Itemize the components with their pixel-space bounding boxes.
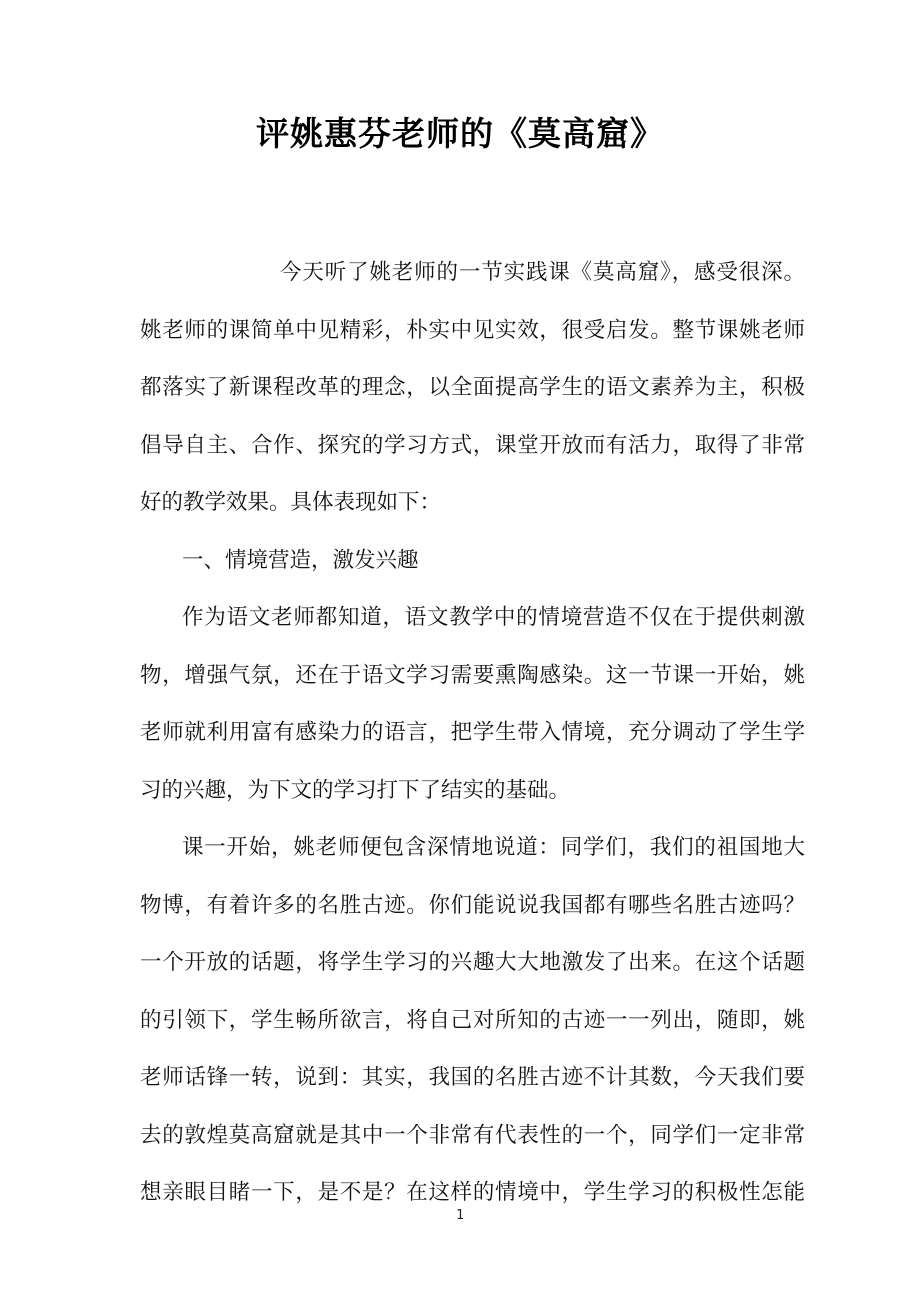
paragraph-line: 都落实了新课程改革的理念，以全面提高学生的语文素养为主，积极 bbox=[140, 375, 805, 400]
paragraph-line: 老师话锋一转，说到：其实，我国的名胜古迹不计其数，今天我们要 bbox=[140, 1065, 805, 1090]
paragraph-line: 作为语文老师都知道，语文教学中的情境营造不仅在于提供刺激 bbox=[182, 605, 805, 630]
paragraph-line: 好的教学效果。具体表现如下： bbox=[140, 490, 442, 515]
paragraph-line: 想亲眼目睹一下，是不是？在这样的情境中，学生学习的积极性怎能 bbox=[140, 1180, 805, 1205]
paragraph-line: 一个开放的话题，将学生学习的兴趣大大地激发了出来。在这个话题 bbox=[140, 950, 805, 975]
paragraph-line: 课一开始，姚老师便包含深情地说道：同学们，我们的祖国地大 bbox=[182, 835, 805, 860]
paragraph-line: 今天听了姚老师的一节实践课《莫高窟》，感受很深。 bbox=[280, 260, 805, 285]
paragraph-line: 习的兴趣，为下文的学习打下了结实的基础。 bbox=[140, 777, 571, 803]
paragraph-line: 的引领下，学生畅所欲言，将自己对所知的古迹一一列出，随即，姚 bbox=[140, 1007, 805, 1033]
paragraph-line: 物，增强气氛，还在于语文学习需要熏陶感染。这一节课一开始，姚 bbox=[140, 662, 805, 688]
document-body bbox=[140, 244, 805, 1222]
section-heading: 一、情境营造，激发兴趣 bbox=[182, 547, 419, 573]
paragraph-line: 老师就利用富有感染力的语言，把学生带入情境，充分调动了学生学 bbox=[140, 720, 805, 745]
paragraph-line: 去的敦煌莫高窟就是其中一个非常有代表性的一个，同学们一定非常 bbox=[140, 1122, 805, 1148]
paragraph-line: 物博，有着许多的名胜古迹。你们能说说我国都有哪些名胜古迹吗？ bbox=[140, 892, 805, 918]
paragraph-line: 姚老师的课简单中见精彩，朴实中见实效，很受启发。整节课姚老师 bbox=[140, 317, 805, 343]
document-title: 评姚惠芬老师的《莫高窟》 bbox=[256, 114, 664, 153]
paragraph-line: 倡导自主、合作、探究的学习方式，课堂开放而有活力，取得了非常 bbox=[140, 432, 805, 458]
page-number: 1 bbox=[456, 1208, 464, 1223]
